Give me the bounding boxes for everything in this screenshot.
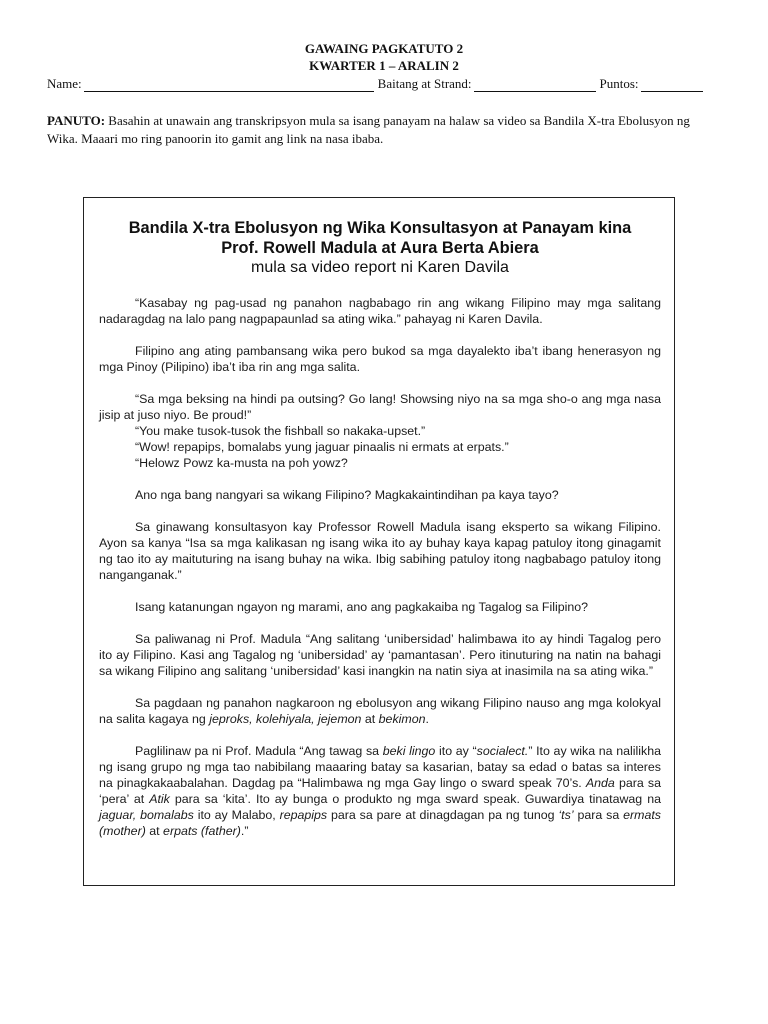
p8-i6: repapips	[279, 808, 328, 822]
p7-text-d: .	[425, 712, 429, 726]
quotes-block	[99, 391, 661, 471]
p8-i4: Atik	[149, 792, 170, 806]
paragraph-6: Sa paliwanag ni Prof. Madula “Ang salitang ‘unibersidad’ halimbawa ito ay hindi Tagalog pero ito ay Filipino. Kasi ang Tagalog ng ‘unibersidad’ ay ‘pamantasan’. Pero itinuturing na natin na bahagi sa wikang Filipino ang salitang ‘unibersidad’ kasi inangkin na natin siya at inasimila na sa ating wika.”	[99, 632, 661, 678]
paragraph-8	[99, 743, 661, 839]
name-label: Name:	[47, 76, 82, 91]
p8-d: para sa ‘pera’ at	[99, 776, 661, 806]
p8-i1: beki lingo	[382, 744, 436, 758]
instructions-label: PANUTO:	[47, 113, 106, 128]
p8-c: ” Ito ay wika na nalilikha ng isang grupo ng mga tao nabibilang maaaring batay sa kasarian, batay sa edad o batas sa interes na pinagkakaabalahan. Dagdag pa “Halimbawa ng mga Gay lingo o sward speak 70’s.	[99, 744, 662, 790]
grade-strand-field[interactable]	[474, 79, 596, 92]
p7-text-a: Sa pagdaan ng panahon nagkaroon ng ebolusyon ang wikang Filipino nauso ang mga kolokyal na salita kagaya ng	[99, 696, 661, 726]
p7-italic-terms: jeproks, kolehiyala, jejemon	[209, 712, 362, 726]
transcript-title-line1: Bandila X-tra Ebolusyon ng Wika Konsultasyon at Panayam kina	[128, 219, 632, 237]
worksheet-subtitle: KWARTER 1 – ARALIN 2	[309, 58, 459, 73]
transcript-box	[83, 197, 675, 886]
paragraph-5: Isang katanungan ngayon ng marami, ano ang pagkakaiba ng Tagalog sa Filipino?	[135, 600, 589, 614]
paragraph-1: “Kasabay ng pag-usad ng panahon nagbabago rin ang wikang Filipino may mga salitang nadaragdag na lalo pang nagpapaunlad sa ating wika.” pahayag ni Karen Davila.	[99, 296, 661, 326]
paragraph-7	[99, 695, 661, 727]
score-label: Puntos:	[599, 76, 639, 91]
p8-b: ito ay “	[435, 744, 477, 758]
instructions-text: Basahin at unawain ang transkripsyon mula sa isang panayam na halaw sa video sa Bandila X-tra Ebolusyon ng Wika. Maaari mo ring panoorin ito gamit ang link na nasa ibaba.	[47, 113, 690, 146]
p8-f: ito ay Malabo,	[193, 808, 280, 822]
p8-k: .”	[240, 824, 249, 838]
paragraph-2: Filipino ang ating pambansang wika pero bukod sa mga dayalekto iba’t ibang henerasyon ng mga Pinoy (Pilipino) iba’t iba rin ang mga salita.	[99, 344, 661, 374]
worksheet-title: GAWAING PAGKATUTO 2	[304, 41, 464, 56]
p8-e: para sa ‘kita’. Ito ay bunga o produkto ng mga sward speak. Guwardiya tinatawag na	[169, 792, 661, 806]
quote-3: “Wow! repapips, bomalabs yung jaguar pinaalis ni ermats at erpats.”	[135, 440, 509, 454]
grade-strand-label: Baitang at Strand:	[377, 76, 472, 91]
name-field[interactable]	[84, 79, 374, 92]
quote-2: “You make tusok-tusok the fishball so nakaka-upset.”	[135, 424, 426, 438]
transcript-subtitle: mula sa video report ni Karen Davila	[251, 259, 509, 276]
p8-a: Paglilinaw pa ni Prof. Madula “Ang tawag sa	[135, 744, 383, 758]
p8-g: para sa pare at dinagdagan pa ng tunog	[327, 808, 559, 822]
p8-h: para sa	[573, 808, 624, 822]
p8-i9: erpats (father)	[163, 824, 241, 838]
p8-i5: jaguar, bomalabs	[99, 808, 194, 822]
quote-1: “Sa mga beksing na hindi pa outsing? Go lang! Showsing niyo na sa mga sho-o ang mga nasa jisip at juso niyo. Be proud!”	[99, 392, 661, 422]
p7-italic-bekimon: bekimon	[378, 712, 426, 726]
student-info-row	[47, 76, 719, 92]
quote-4: “Helowz Powz ka-musta na poh yowz?	[135, 456, 348, 470]
p8-j: at	[145, 824, 164, 838]
instructions	[47, 112, 719, 148]
score-field[interactable]	[641, 79, 703, 92]
p8-i2: socialect.	[476, 744, 529, 758]
transcript-title-line2: Prof. Rowell Madula at Aura Berta Abiera	[221, 239, 539, 257]
p8-i3: Anda	[585, 776, 615, 790]
p8-i8: ermats (mother)	[99, 808, 661, 838]
p8-i7: ‘ts’	[558, 808, 574, 822]
paragraph-4: Sa ginawang konsultasyon kay Professor Rowell Madula isang eksperto sa wikang Filipino. Ayon sa kanya “Isa sa mga kalikasan ng isang wika ito ay buhay kaya kapag patuloy itong ginagamit ng tao ito ay maituturing na isang buhay na wika. Ibig sabihing patuloy itong nagbabago patuloy itong nanganganak.”	[99, 520, 661, 582]
paragraph-3: Ano nga bang nangyari sa wikang Filipino? Magkakaintindihan pa kaya tayo?	[135, 488, 559, 502]
p7-text-b: at	[361, 712, 379, 726]
